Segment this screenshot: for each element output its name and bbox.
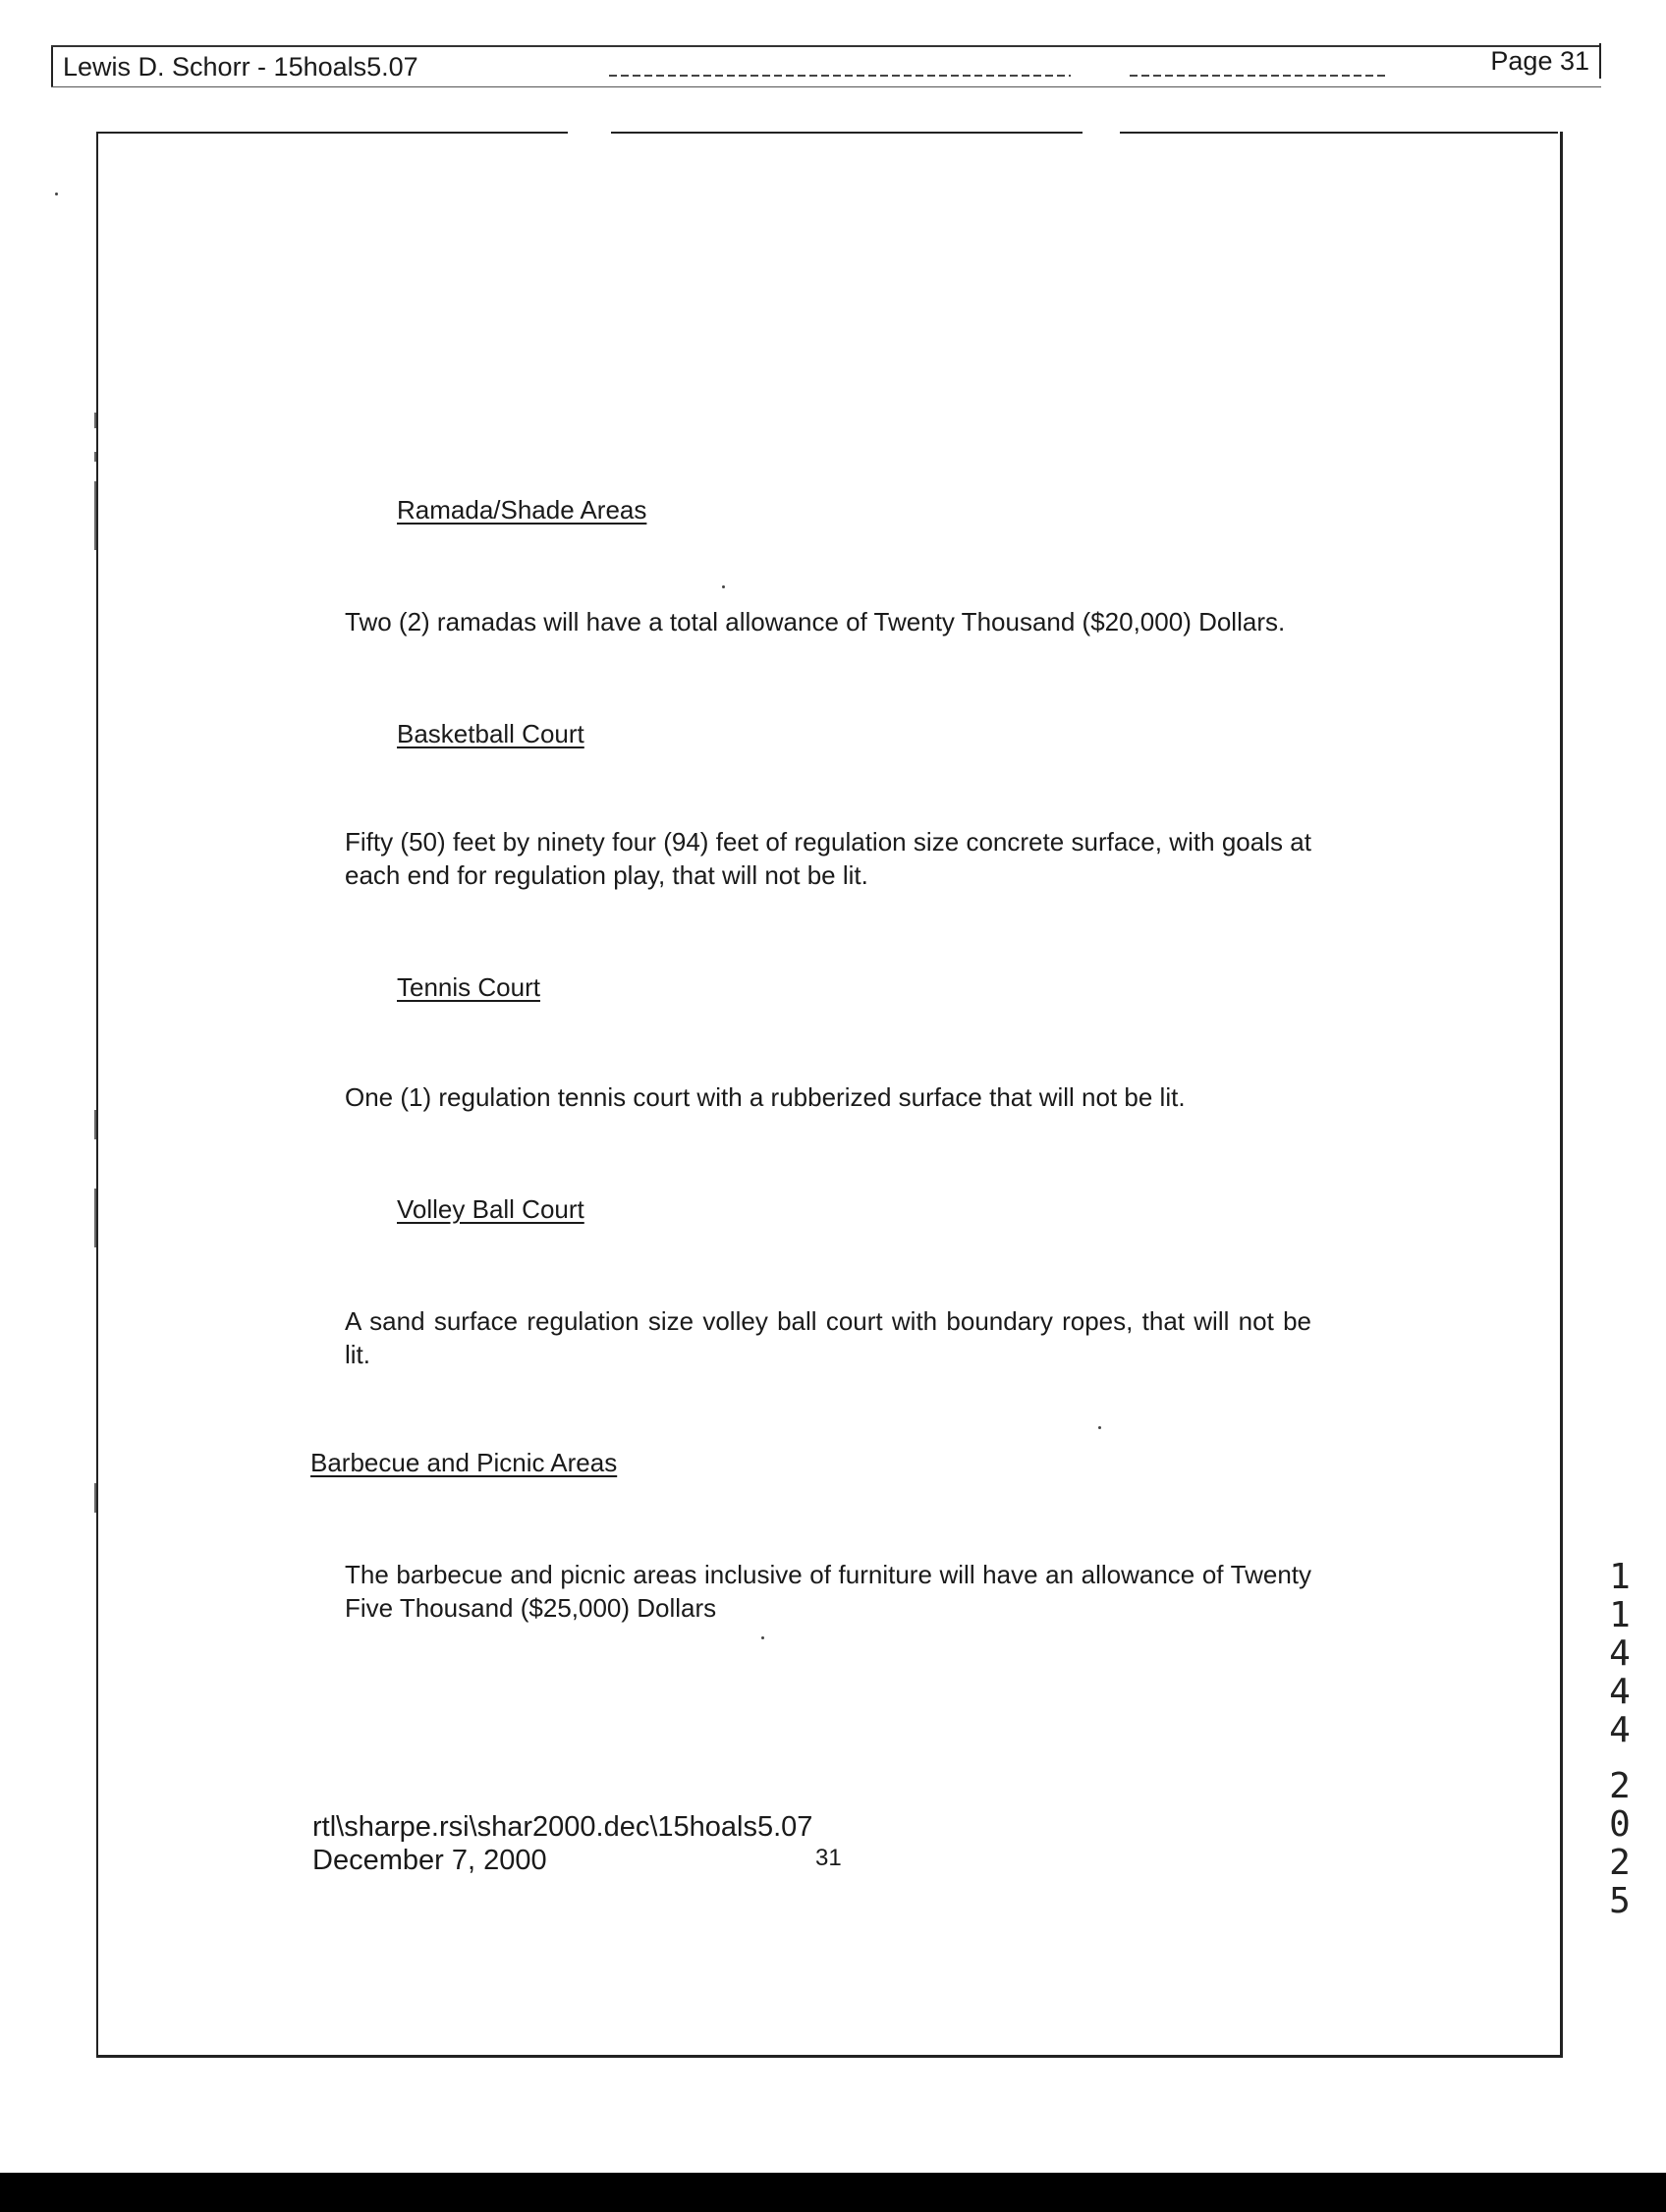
stamp-digit: 5 — [1609, 1881, 1631, 1921]
stamp-digit: 0 — [1609, 1804, 1631, 1845]
footer-file-path: rtl\sharpe.rsi\shar2000.dec\15hoals5.07 — [312, 1811, 813, 1843]
section-heading-basketball: Basketball Court — [397, 719, 584, 748]
header-scan-dashes — [1130, 75, 1385, 77]
frame-top-segment — [1120, 132, 1558, 134]
section-text-barbecue: The barbecue and picnic areas inclusive of furniture will have an allowance of Twenty Five Thousand ($25,000) Dollars — [345, 1560, 1311, 1623]
margin-mark — [94, 1483, 96, 1513]
stamp-digit: 4 — [1609, 1633, 1631, 1674]
margin-mark — [94, 1189, 96, 1247]
stamp-digit: 4 — [1609, 1710, 1631, 1750]
margin-mark — [94, 452, 96, 462]
footer-date: December 7, 2000 — [312, 1845, 547, 1876]
section-heading-barbecue: Barbecue and Picnic Areas — [310, 1448, 618, 1477]
section-heading-tennis: Tennis Court — [397, 972, 540, 1002]
header-scan-dashes — [609, 75, 1071, 77]
bates-stamp — [1603, 1558, 1637, 1920]
stamp-digit: 1 — [1609, 1557, 1631, 1597]
stamp-digit: 4 — [1609, 1672, 1631, 1712]
scan-speck — [761, 1636, 764, 1639]
section-heading-volleyball: Volley Ball Court — [397, 1194, 584, 1224]
section-text-basketball: Fifty (50) feet by ninety four (94) feet of regulation size concrete surface, with goals at each end for regulation play, that will not be lit. — [345, 827, 1311, 890]
header-page-label: Page 31 — [1490, 43, 1601, 79]
frame-top-segment — [96, 132, 568, 134]
stamp-digit: 2 — [1609, 1766, 1631, 1806]
stamp-digit: 2 — [1609, 1843, 1631, 1883]
scan-speck — [1098, 1426, 1101, 1429]
section-heading-ramada: Ramada/Shade Areas — [397, 495, 647, 525]
margin-mark — [94, 481, 96, 550]
scan-speck — [55, 193, 58, 195]
stamp-digit: 1 — [1609, 1595, 1631, 1635]
margin-mark — [94, 1110, 96, 1139]
section-text-tennis: One (1) regulation tennis court with a rubberized surface that will not be lit. — [345, 1082, 1186, 1112]
scan-speck — [722, 585, 725, 588]
scan-bottom-border — [0, 2173, 1666, 2212]
stamp-gap — [1603, 1749, 1637, 1767]
section-text-volleyball: A sand surface regulation size volley ball court with boundary ropes, that will not be lit. — [345, 1306, 1311, 1369]
margin-mark — [94, 413, 96, 428]
frame-top-segment — [611, 132, 1083, 134]
footer-page-number: 31 — [815, 1845, 842, 1871]
section-text-ramada: Two (2) ramadas will have a total allowance of Twenty Thousand ($20,000) Dollars. — [345, 607, 1286, 636]
header-document-title: Lewis D. Schorr - 15hoals5.07 — [51, 47, 418, 86]
